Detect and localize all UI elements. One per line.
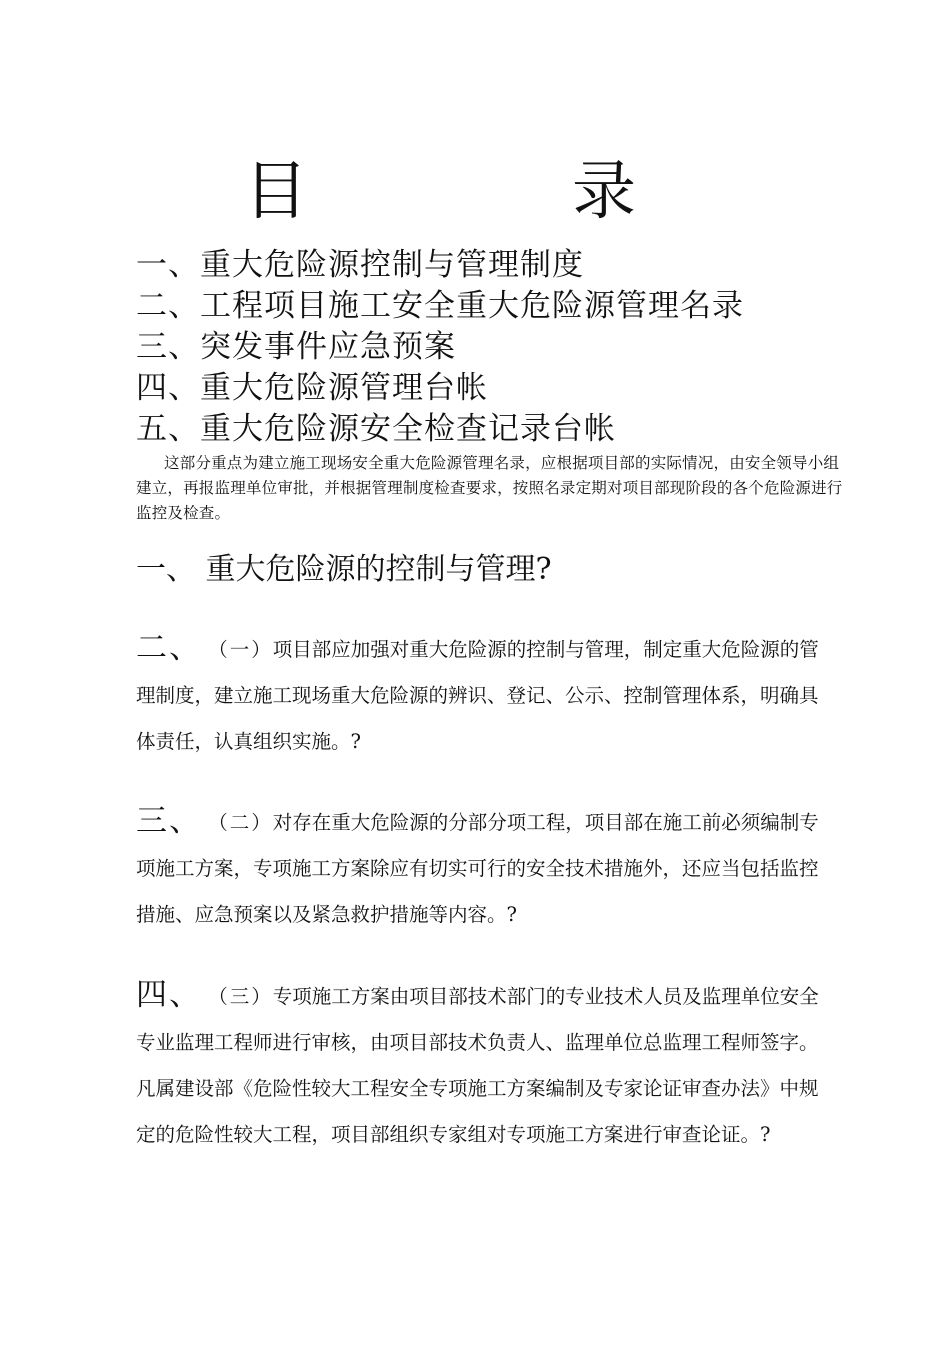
clause-sub-number: （一） (218, 638, 273, 661)
clause-text: 措施、应急预案以及紧急救护措施等内容。? (136, 903, 517, 926)
toc-item: 二、工程项目施工安全重大危险源管理名录 (136, 288, 744, 324)
clause-text: 凡属建设部《危险性较大工程安全专项施工方案编制及专家论证审查办法》中规 (136, 1077, 819, 1100)
toc-item: 三、突发事件应急预案 (136, 329, 456, 365)
toc-item: 一、重大危险源控制与管理制度 (136, 247, 584, 283)
toc-item: 四、重大危险源管理台帐 (136, 370, 488, 406)
clause-number: 二、 (136, 630, 202, 666)
intro-paragraph: 这部分重点为建立施工现场安全重大危险源管理名录，应根据项目部的实际情况，由安全领导小组建立，再报监理单位审批，并根据管理制度检查要求，按照名录定期对项目部现阶段的各个危险源进行监控及检查。 (136, 454, 843, 522)
toc-item: 五、重大危险源安全检查记录台帐 (136, 411, 616, 447)
document-title: 目 录 (244, 155, 736, 229)
clause-text: 项施工方案，专项施工方案除应有切实可行的安全技术措施外，还应当包括监控 (136, 857, 819, 880)
section-heading: 一、 重大危险源的控制与管理? (136, 552, 552, 587)
clause-text: 对存在重大危险源的分部分项工程，项目部在施工前必须编制专 (272, 811, 819, 834)
clause-first-line (136, 972, 876, 1020)
clause-number: 四、 (136, 977, 202, 1013)
clause-first-line (136, 625, 876, 673)
clause-text: 专业监理工程师进行审核，由项目部技术负责人、监理单位总监理工程师签字。 (136, 1031, 819, 1054)
clause-item (136, 972, 876, 1158)
clause-first-line (136, 798, 876, 846)
clause-item (136, 798, 876, 938)
clause-sub-number: （三） (218, 985, 273, 1008)
clause-text: 项目部应加强对重大危险源的控制与管理，制定重大危险源的管 (272, 638, 819, 661)
clause-text: 专项施工方案由项目部技术部门的专业技术人员及监理单位安全 (272, 985, 819, 1008)
clause-text: 理制度，建立施工现场重大危险源的辨识、登记、公示、控制管理体系，明确具 (136, 684, 819, 707)
clause-text: 体责任，认真组织实施。? (136, 730, 361, 753)
clause-sub-number: （二） (218, 811, 273, 834)
clause-text: 定的危险性较大工程，项目部组织专家组对专项施工方案进行审查论证。? (136, 1123, 771, 1146)
clause-number: 三、 (136, 803, 202, 839)
clause-item (136, 625, 876, 765)
table-of-contents (136, 245, 744, 450)
